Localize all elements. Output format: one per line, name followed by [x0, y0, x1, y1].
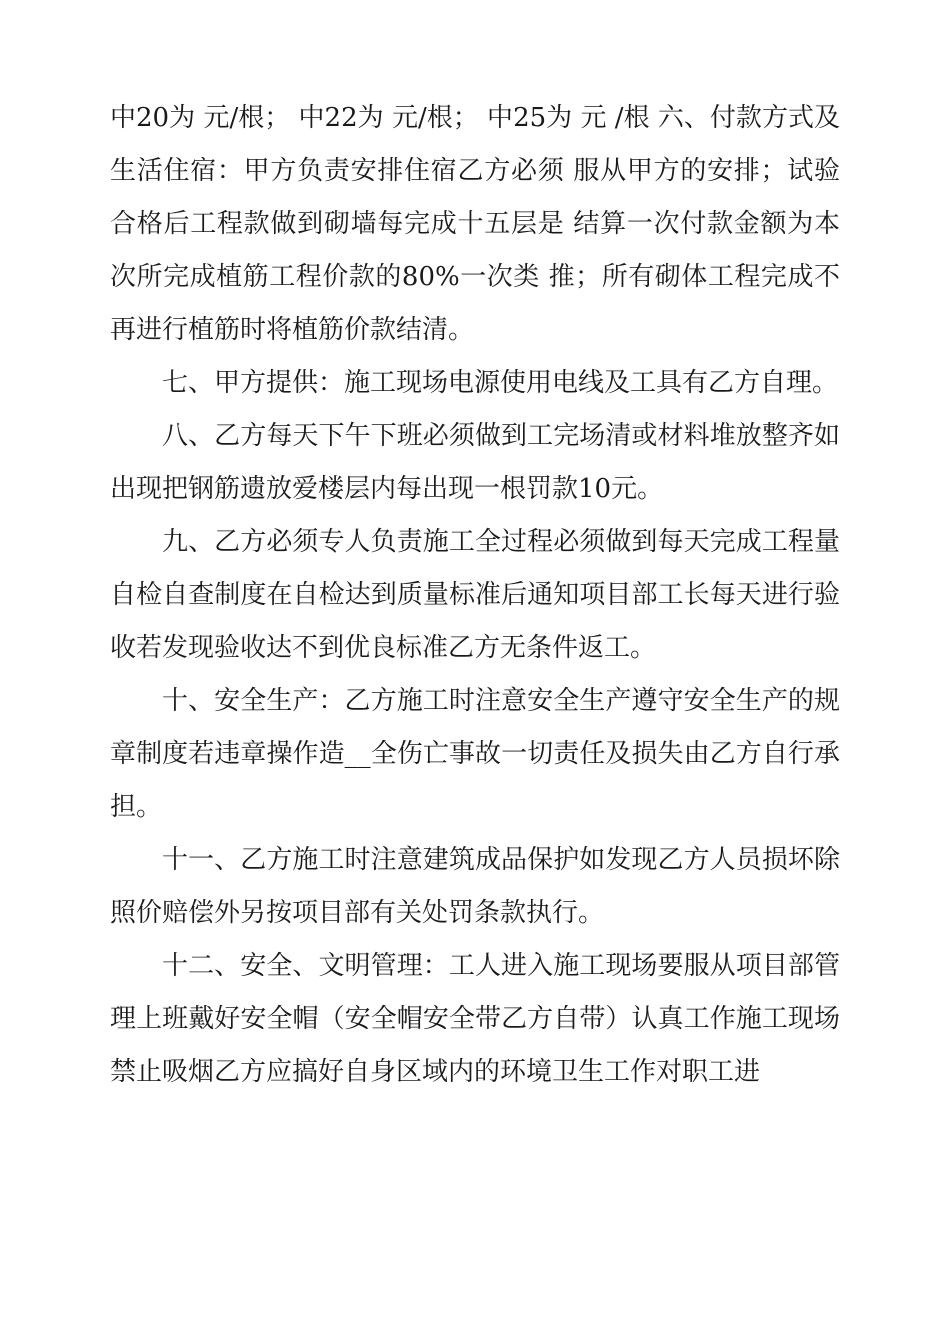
paragraph-clause-10: 十、安全生产：乙方施工时注意安全生产遵守安全生产的规章制度若违章操作造__全伤亡事故一切责任及损失由乙方自行承担。 — [110, 686, 840, 822]
paragraph-clause-9: 九、乙方必须专人负责施工全过程必须做到每天完成工程量自检自查制度在自检达到质量标准后通知项目部工长每天进行验收若发现验收达不到优良标准乙方无条件返工。 — [110, 527, 840, 663]
paragraph-clause-8: 八、乙方每天下午下班必须做到工完场清或材料堆放整齐如出现把钢筋遗放爱楼层内每出现一根罚款10元。 — [110, 421, 840, 504]
paragraph-clause-11: 十一、乙方施工时注意建筑成品保护如发现乙方人员损坏除照价赔偿外另按项目部有关处罚条款执行。 — [110, 845, 840, 928]
paragraph-clause-7: 七、甲方提供：施工现场电源使用电线及工具有乙方自理。 — [162, 368, 839, 398]
paragraph-payment-terms: 中20为 元/根； 中22为 元/根； 中25为 元 /根 六、付款方式及生活住宿：甲方负责安排住宿乙方必须 服从甲方的安排；试验合格后工程款做到砌墙每完成十五层是 结算一次付款金额为本次所完成植筋工程价款的80%一次类 推；所有砌体工程完成不再进行植筋时将植筋价款结清。 — [110, 103, 840, 345]
document-body — [110, 92, 840, 1099]
paragraph-clause-12: 十二、安全、文明管理：工人进入施工现场要服从项目部管理上班戴好安全帽（安全帽安全带乙方自带）认真工作施工现场禁止吸烟乙方应搞好自身区域内的环境卫生工作对职工进 — [110, 951, 840, 1087]
